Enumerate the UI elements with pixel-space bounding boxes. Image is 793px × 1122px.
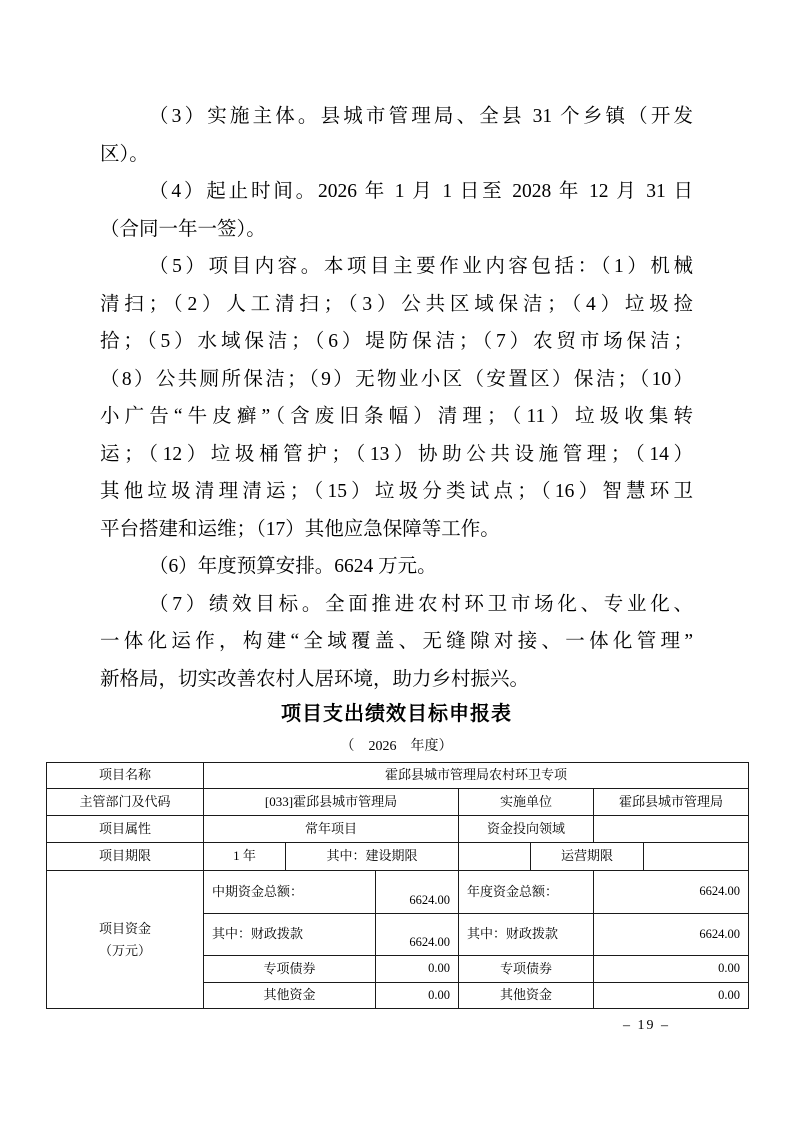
table-row (47, 871, 749, 914)
body-line: 新格局，切实改善农村人居环境，助力乡村振兴。 (100, 668, 530, 690)
form-year-subtitle: （ 2026 年度） (340, 739, 453, 754)
midterm-other-value: 0.00 (376, 983, 459, 1009)
funding-section-label (47, 871, 204, 1009)
dept-label: 主管部门及代码 (47, 789, 204, 816)
annual-other-label: 其他资金 (459, 983, 594, 1009)
body-line: （7）绩效目标。全面推进农村环卫市场化、专业化、 (149, 593, 693, 615)
body-line: （6）年度预算安排。6624 万元。 (149, 556, 437, 577)
midterm-other-label: 其他资金 (204, 983, 376, 1009)
project-name-value: 霍邱县城市管理局农村环卫专项 (204, 763, 749, 789)
funding-label-line1: 项目资金 (98, 920, 151, 936)
annual-bond-value: 0.00 (594, 956, 749, 983)
annual-other-value: 0.00 (594, 983, 749, 1009)
body-line: 小广告“牛皮癣”（含废旧条幅）清理；（11）垃圾收集转 (100, 406, 693, 427)
period-label: 项目期限 (47, 843, 204, 871)
project-name-label: 项目名称 (47, 763, 204, 789)
operation-period-label: 运营期限 (531, 843, 644, 871)
attr-label: 项目属性 (47, 816, 204, 843)
body-line: 其他垃圾清理清运；（15）垃圾分类试点；（16）智慧环卫 (100, 481, 693, 502)
body-line: （合同一年一签）。 (100, 218, 266, 240)
body-text (100, 98, 693, 698)
annual-bond-label: 专项债券 (459, 956, 594, 983)
impl-unit-label: 实施单位 (459, 789, 594, 816)
period-value: 1 年 (204, 843, 286, 871)
form-title: 项目支出绩效目标申报表 (281, 703, 512, 725)
annual-total-value: 6624.00 (594, 871, 749, 914)
construction-period-label: 其中：建设期限 (286, 843, 459, 871)
table-row (47, 816, 749, 843)
table-row (47, 763, 749, 789)
midterm-total-value: 6624.00 (376, 871, 459, 914)
annual-total-label: 年度资金总额： (459, 871, 594, 914)
body-line: 平台搭建和运维；（17）其他应急保障等工作。 (100, 518, 500, 540)
body-line: 拾；（5）水域保洁；（6）堤防保洁；（7）农贸市场保洁； (100, 331, 693, 352)
attr-value: 常年项目 (204, 816, 459, 843)
fund-field-value (594, 816, 749, 843)
funding-label-line2: （万元） (98, 942, 151, 958)
midterm-bond-value: 0.00 (376, 956, 459, 983)
table-row (47, 789, 749, 816)
midterm-fiscal-label: 其中：财政拨款 (204, 914, 376, 956)
table-row (47, 843, 749, 871)
midterm-total-label: 中期资金总额： (204, 871, 376, 914)
body-line: （5）项目内容。本项目主要作业内容包括：（1）机械 (149, 256, 693, 277)
body-line: 一体化运作，构建“全域覆盖、无缝隙对接、一体化管理” (100, 631, 693, 652)
impl-unit-value: 霍邱县城市管理局 (594, 789, 749, 816)
midterm-fiscal-value: 6624.00 (376, 914, 459, 956)
body-line: （3）实施主体。县城市管理局、全县 31 个乡镇（开发 (149, 106, 693, 127)
body-line: 运；（12）垃圾桶管护；（13）协助公共设施管理；（14） (100, 443, 693, 465)
performance-target-table (46, 762, 749, 1009)
annual-fiscal-value: 6624.00 (594, 914, 749, 956)
fund-field-label: 资金投向领域 (459, 816, 594, 843)
body-line: （8）公共厕所保洁；（9）无物业小区（安置区）保洁；（10） (100, 368, 693, 390)
body-line: 清扫；（2）人工清扫；（3）公共区域保洁；（4）垃圾捡 (100, 293, 693, 315)
body-line: （4）起止时间。2026 年 1 月 1 日至 2028 年 12 月 31 日 (149, 181, 693, 202)
dept-value: [033]霍邱县城市管理局 (204, 789, 459, 816)
operation-period-value (644, 843, 749, 871)
construction-period-value (459, 843, 531, 871)
annual-fiscal-label: 其中：财政拨款 (459, 914, 594, 956)
body-line: 区）。 (100, 143, 149, 165)
midterm-bond-label: 专项债券 (204, 956, 376, 983)
page-number: – 19 – (623, 1018, 670, 1033)
